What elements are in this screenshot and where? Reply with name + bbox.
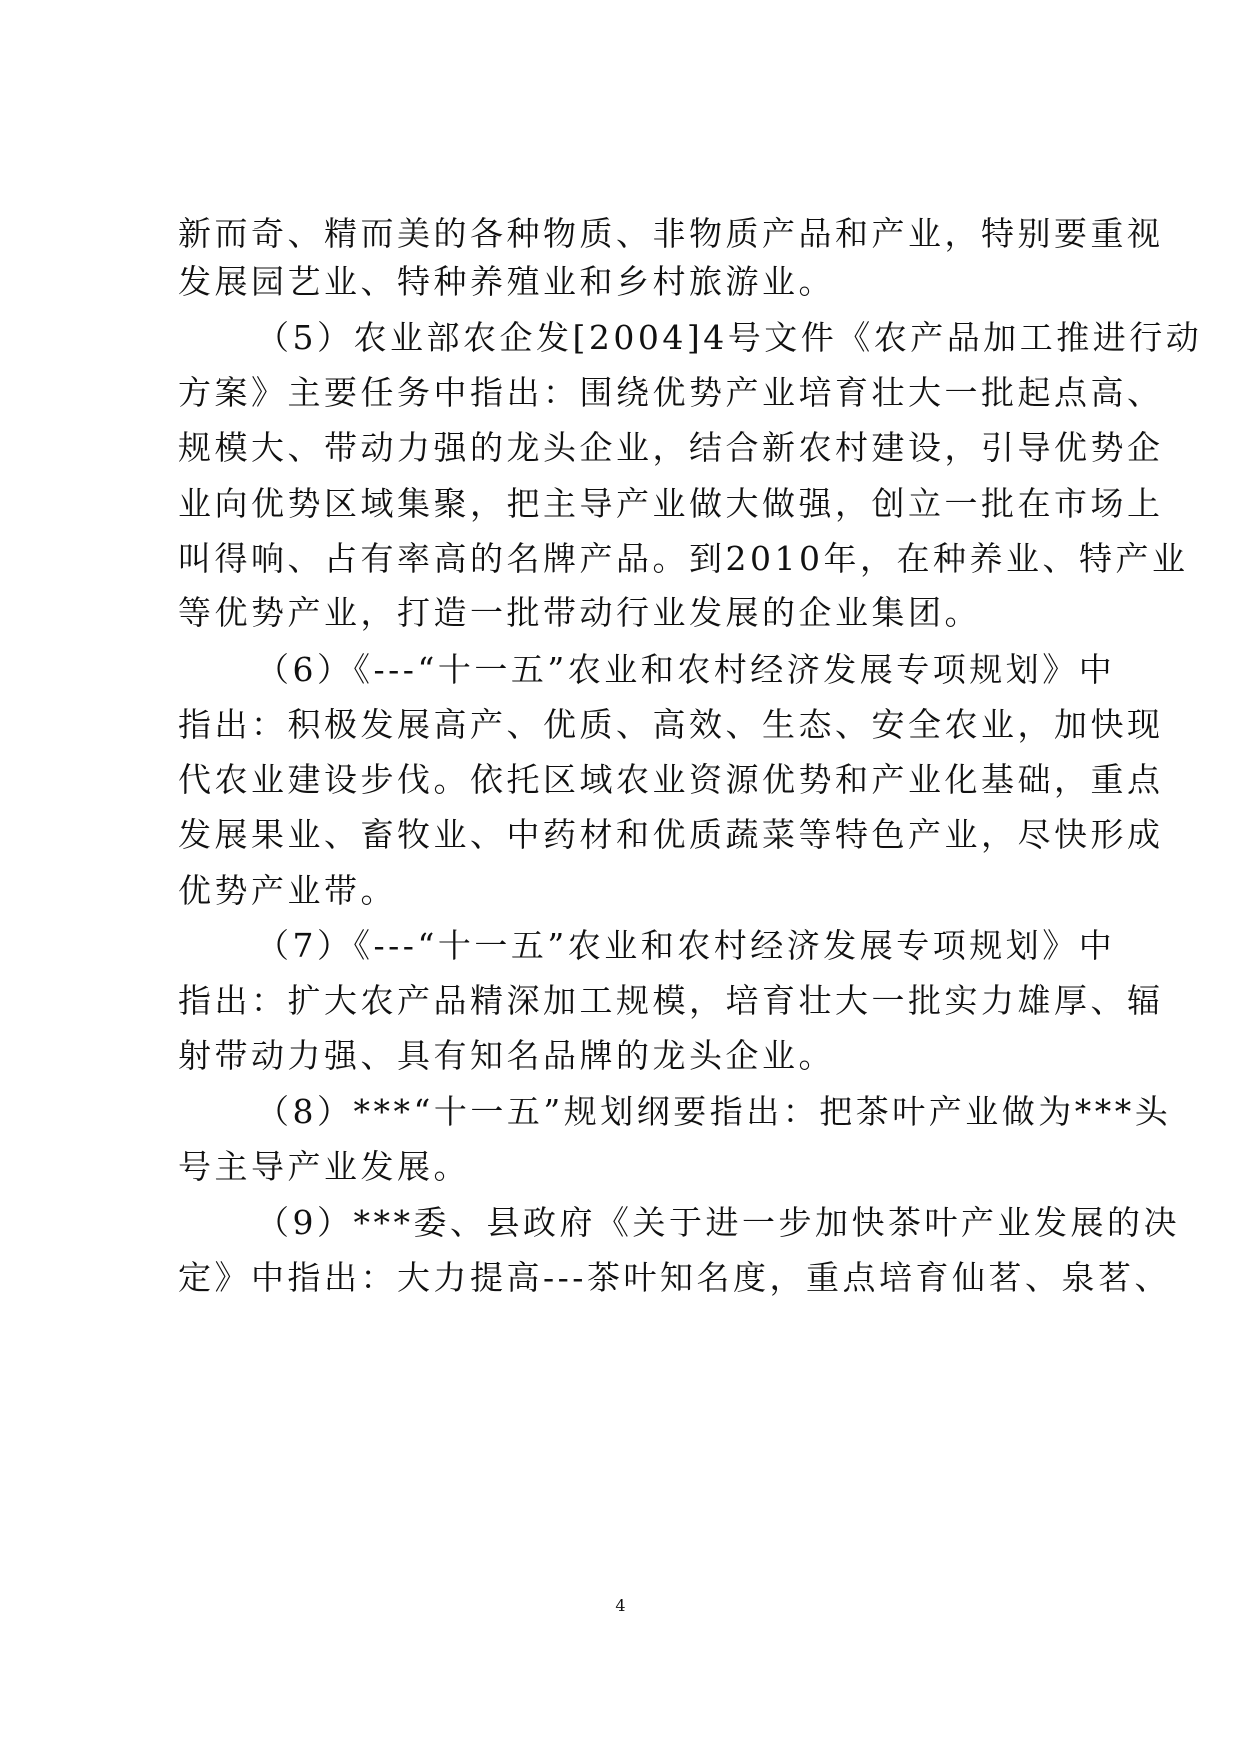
text-line: 等优势产业，打造一批带动行业发展的企业集团。 <box>178 593 981 632</box>
text-line: 指出：扩大农产品精深加工规模，培育壮大一批实力雄厚、辐 <box>178 981 1164 1020</box>
page-number: 4 <box>615 1596 626 1615</box>
text-line: 射带动力强、具有知名品牌的龙头企业。 <box>178 1036 835 1075</box>
text-line: 新而奇、精而美的各种物质、非物质产品和产业，特别要重视 <box>178 214 1164 253</box>
text-line: 发展园艺业、特种养殖业和乡村旅游业。 <box>178 262 835 301</box>
paragraph-5-start: （5）农业部农企发[2004]4号文件《农产品加工推进行动 <box>256 318 1203 357</box>
text-line: 定》中指出：大力提高---茶叶知名度，重点培育仙茗、泉茗、 <box>178 1258 1171 1297</box>
text-line: 叫得响、占有率高的名牌产品。到2010年，在种养业、特产业 <box>178 539 1189 578</box>
text-line: 方案》主要任务中指出：围绕优势产业培育壮大一批起点高、 <box>178 373 1164 412</box>
paragraph-6-start: （6）《---“十一五”农业和农村经济发展专项规划》中 <box>256 650 1116 689</box>
paragraph-7-start: （7）《---“十一五”农业和农村经济发展专项规划》中 <box>256 926 1116 965</box>
text-line: 优势产业带。 <box>178 871 397 910</box>
text-line: 指出：积极发展高产、优质、高效、生态、安全农业，加快现 <box>178 705 1164 744</box>
paragraph-8-start: （8）***“十一五”规划纲要指出：把茶叶产业做为***头 <box>256 1092 1172 1131</box>
text-line: 号主导产业发展。 <box>178 1147 470 1186</box>
text-line: 规模大、带动力强的龙头企业，结合新农村建设，引导优势企 <box>178 428 1164 467</box>
text-line: 发展果业、畜牧业、中药材和优质蔬菜等特色产业，尽快形成 <box>178 815 1164 854</box>
paragraph-9-start: （9）***委、县政府《关于进一步加快茶叶产业发展的决 <box>256 1203 1180 1242</box>
text-line: 代农业建设步伐。依托区域农业资源优势和产业化基础，重点 <box>178 760 1164 799</box>
text-line: 业向优势区域集聚，把主导产业做大做强，创立一批在市场上 <box>178 484 1164 523</box>
